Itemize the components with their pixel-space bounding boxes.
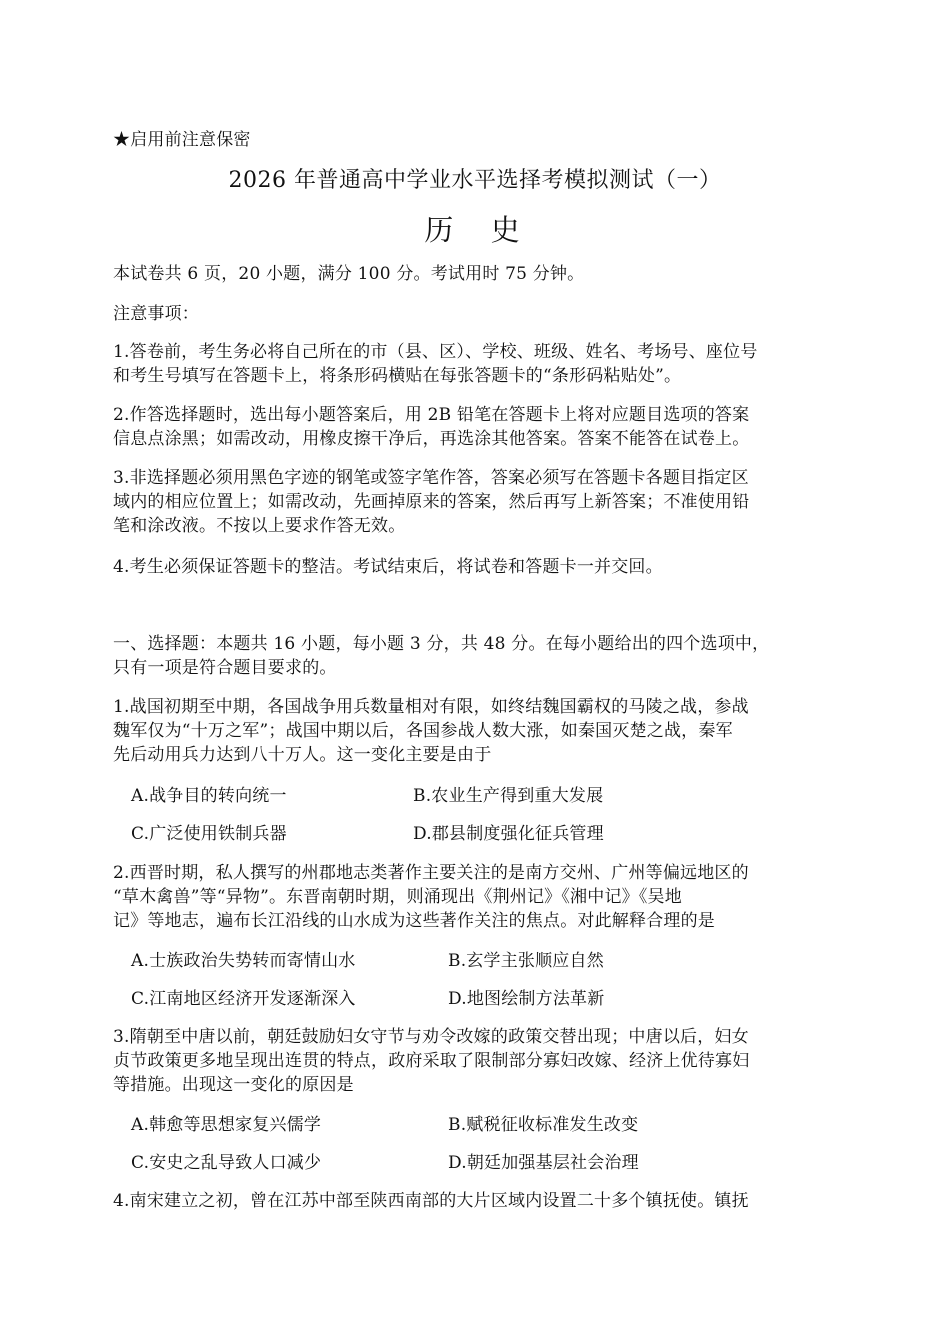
stem-line: 贞节政策更多地呈现出连贯的特点，政府采取了限制部分寡妇改嫁、经济上优待寡妇 xyxy=(113,1051,750,1071)
note-line: 1.答卷前，考生务必将自己所在的市（县、区）、学校、班级、姓名、考场号、座位号 xyxy=(113,342,758,362)
note-item xyxy=(113,555,843,579)
question-3-option-d[interactable]: D.朝廷加强基层社会治理 xyxy=(448,1153,639,1173)
stem-line: 魏军仅为“十万之军”；战国中期以后，各国参战人数大涨，如秦国灭楚之战，秦军 xyxy=(113,721,733,741)
note-item xyxy=(113,340,843,388)
question-1-option-d[interactable]: D.郡县制度强化征兵管理 xyxy=(413,824,604,844)
stem-line: 记》等地志，遍布长江沿线的山水成为这些著作关注的焦点。对此解释合理的是 xyxy=(113,911,715,931)
question-3-option-c[interactable]: C.安史之乱导致人口减少 xyxy=(131,1153,322,1173)
stem-line: “草木禽兽”等“异物”。东晋南朝时期，则涌现出《荆州记》《湘中记》《吴地 xyxy=(113,887,682,907)
stem-line: 等措施。出现这一变化的原因是 xyxy=(113,1075,354,1095)
question-4-stem xyxy=(113,1189,843,1213)
confidential-label: ★启用前注意保密 xyxy=(113,130,251,150)
question-1-stem xyxy=(113,695,843,767)
notes-heading: 注意事项： xyxy=(113,304,199,324)
question-3-stem xyxy=(113,1025,843,1097)
subject-title: 历 史 xyxy=(424,213,534,247)
question-1-option-b[interactable]: B.农业生产得到重大发展 xyxy=(413,786,604,806)
question-2-stem xyxy=(113,861,843,933)
question-2-option-c[interactable]: C.江南地区经济开发逐渐深入 xyxy=(131,989,356,1009)
exam-title: 2026 年普通高中学业水平选择考模拟测试（一） xyxy=(228,168,722,193)
question-2-option-d[interactable]: D.地图绘制方法革新 xyxy=(448,989,605,1009)
section-heading-line: 一、选择题：本题共 16 小题，每小题 3 分，共 48 分。在每小题给出的四个选项中， xyxy=(113,634,770,654)
section-heading-line: 只有一项是符合题目要求的。 xyxy=(113,658,337,678)
note-line: 笔和涂改液。不按以上要求作答无效。 xyxy=(113,516,406,536)
question-2-option-a[interactable]: A.士族政治失势转而寄情山水 xyxy=(131,951,356,971)
stem-line: 4.南宋建立之初，曾在江苏中部至陕西南部的大片区域内设置二十多个镇抚使。镇抚 xyxy=(113,1191,749,1211)
question-1-option-c[interactable]: C.广泛使用铁制兵器 xyxy=(131,824,287,844)
stem-line: 2.西晋时期，私人撰写的州郡地志类著作主要关注的是南方交州、广州等偏远地区的 xyxy=(113,863,749,883)
note-line: 和考生号填写在答题卡上，将条形码横贴在每张答题卡的“条形码粘贴处”。 xyxy=(113,366,682,386)
note-line: 信息点涂黑；如需改动，用橡皮擦干净后，再选涂其他答案。答案不能答在试卷上。 xyxy=(113,429,750,449)
question-3-option-a[interactable]: A.韩愈等思想家复兴儒学 xyxy=(131,1115,322,1135)
exam-intro: 本试卷共 6 页，20 小题，满分 100 分。考试用时 75 分钟。 xyxy=(113,264,585,284)
question-1-option-a[interactable]: A.战争目的转向统一 xyxy=(131,786,287,806)
note-line: 3.非选择题必须用黑色字迹的钢笔或签字笔作答，答案必须写在答题卡各题目指定区 xyxy=(113,468,749,488)
question-2-option-b[interactable]: B.玄学主张顺应自然 xyxy=(448,951,604,971)
stem-line: 1.战国初期至中期，各国战争用兵数量相对有限，如终结魏国霸权的马陵之战，参战 xyxy=(113,697,749,717)
note-item xyxy=(113,403,843,451)
note-line: 4.考生必须保证答题卡的整洁。考试结束后，将试卷和答题卡一并交回。 xyxy=(113,557,663,577)
stem-line: 先后动用兵力达到八十万人。这一变化主要是由于 xyxy=(113,745,492,765)
note-line: 2.作答选择题时，选出每小题答案后，用 2B 铅笔在答题卡上将对应题目选项的答案 xyxy=(113,405,750,425)
note-line: 域内的相应位置上；如需改动，先画掉原来的答案，然后再写上新答案；不准使用铅 xyxy=(113,492,750,512)
note-item xyxy=(113,466,843,538)
section-heading xyxy=(113,632,843,680)
question-3-option-b[interactable]: B.赋税征收标准发生改变 xyxy=(448,1115,639,1135)
stem-line: 3.隋朝至中唐以前，朝廷鼓励妇女守节与劝令改嫁的政策交替出现；中唐以后，妇女 xyxy=(113,1027,749,1047)
